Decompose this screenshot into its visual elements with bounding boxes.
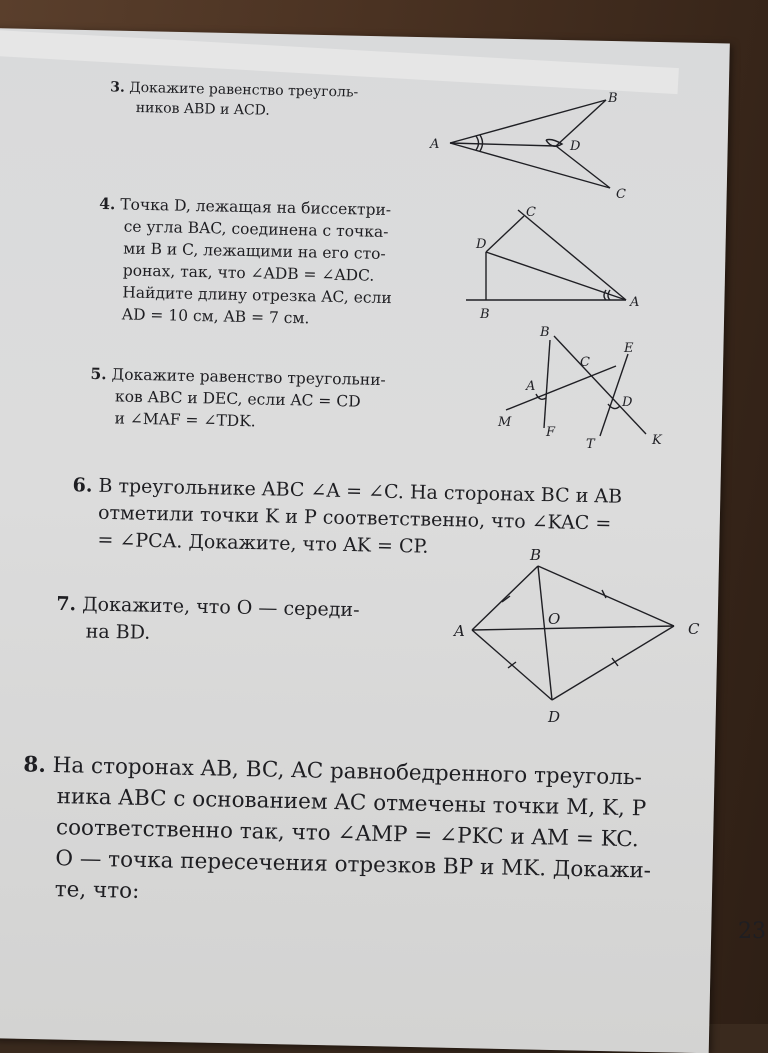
problem-text-line: Найдите длину отрезка AC, если [122, 283, 392, 308]
label-o: O [548, 610, 561, 628]
problem-text-line: На сторонах AB, BC, AC равнобедренного треуголь- [52, 753, 643, 791]
problem-number: 6. [72, 474, 93, 497]
angle-mark-a [604, 290, 606, 300]
label-d: D [622, 395, 633, 410]
problem-3 [110, 77, 359, 122]
label-f: F [546, 425, 556, 440]
label-a: A [526, 379, 536, 394]
problem-text-line: ников ABD и ACD. [135, 99, 270, 119]
angle-mark-a [476, 136, 479, 150]
label-b: B [540, 325, 550, 340]
segment-ab [472, 566, 538, 630]
problem-5 [89, 363, 386, 435]
problem-text-line: ронах, так, что ∠ADB = ∠ADC. [122, 261, 375, 285]
label-b: B [480, 307, 490, 322]
problem-text-line: = ∠PCA. Докажите, что AK = CP. [97, 528, 429, 558]
line-bf [544, 340, 550, 428]
label-k: K [652, 433, 662, 448]
problem-text-line: O — точка пересечения отрезков BP и MK. Докажи- [55, 846, 652, 884]
problem-text-line: соответственно так, что ∠AMP = ∠PKC и AM = KC. [55, 815, 640, 853]
problem-4 [97, 193, 394, 331]
problem-text-line: Докажите равенство треуголь- [129, 79, 359, 101]
problem-text-line: се угла BAC, соединена с точка- [123, 217, 389, 241]
label-c: C [688, 620, 700, 638]
segment-ac [518, 210, 626, 300]
problem-text-line: ми B и C, лежащими на его сто- [123, 239, 386, 263]
figure-problem-5 [496, 324, 686, 454]
label-m: M [498, 415, 512, 430]
label-e: E [624, 341, 634, 356]
problem-text-line: Докажите равенство треугольни- [111, 365, 386, 390]
segment-cd [486, 216, 524, 252]
problem-number: 7. [56, 592, 77, 616]
problem-7 [55, 591, 359, 651]
angle-mark-a2 [480, 135, 483, 151]
label-d: D [476, 237, 487, 252]
figure-problem-7 [452, 544, 722, 724]
problem-8 [20, 749, 653, 917]
problem-text-line: отметили точки K и P соответственно, что ∠KAC = [97, 501, 612, 535]
problem-number: 4. [98, 193, 116, 214]
problem-text-line: Точка D, лежащая на биссектри- [120, 195, 392, 220]
label-c: C [526, 205, 536, 220]
problem-number: 3. [110, 79, 126, 96]
label-t: T [586, 437, 595, 452]
label-b: B [608, 91, 618, 106]
figure-problem-3 [428, 88, 648, 208]
problem-text-line: В треугольнике ABC ∠A = ∠C. На сторонах BC и AB [98, 474, 623, 508]
page-number: 23 [738, 919, 766, 944]
problem-number: 5. [90, 363, 107, 384]
segment-cd [556, 146, 610, 188]
problem-text-line: AD = 10 см, AB = 7 см. [121, 305, 310, 328]
segment-bd [538, 566, 552, 700]
segment-ac [472, 626, 674, 630]
label-c: C [580, 355, 590, 370]
segment-ac [450, 143, 610, 188]
problem-text-line: ника ABC с основанием AC отмечены точки M, K, P [56, 784, 647, 822]
problem-text-line: Докажите, что O — середи- [81, 593, 360, 622]
problem-text-line: те, что: [54, 877, 140, 904]
problem-text-line: ков ABC и DEC, если AC = CD [114, 387, 361, 411]
problem-number: 8. [23, 752, 47, 778]
label-a: A [630, 295, 640, 310]
label-a: A [430, 137, 440, 152]
segment-ad [450, 143, 556, 146]
segment-cd [552, 626, 674, 700]
label-b: B [530, 546, 542, 564]
figure-problem-4 [466, 204, 666, 324]
label-d: D [570, 139, 581, 154]
label-d: D [548, 708, 561, 726]
problem-text-line: на BD. [85, 620, 151, 644]
problem-text-line: и ∠MAF = ∠TDK. [114, 409, 256, 431]
tick-cd [612, 658, 618, 666]
label-a: A [454, 622, 465, 640]
label-c: C [616, 187, 626, 202]
line-mc [506, 366, 616, 410]
